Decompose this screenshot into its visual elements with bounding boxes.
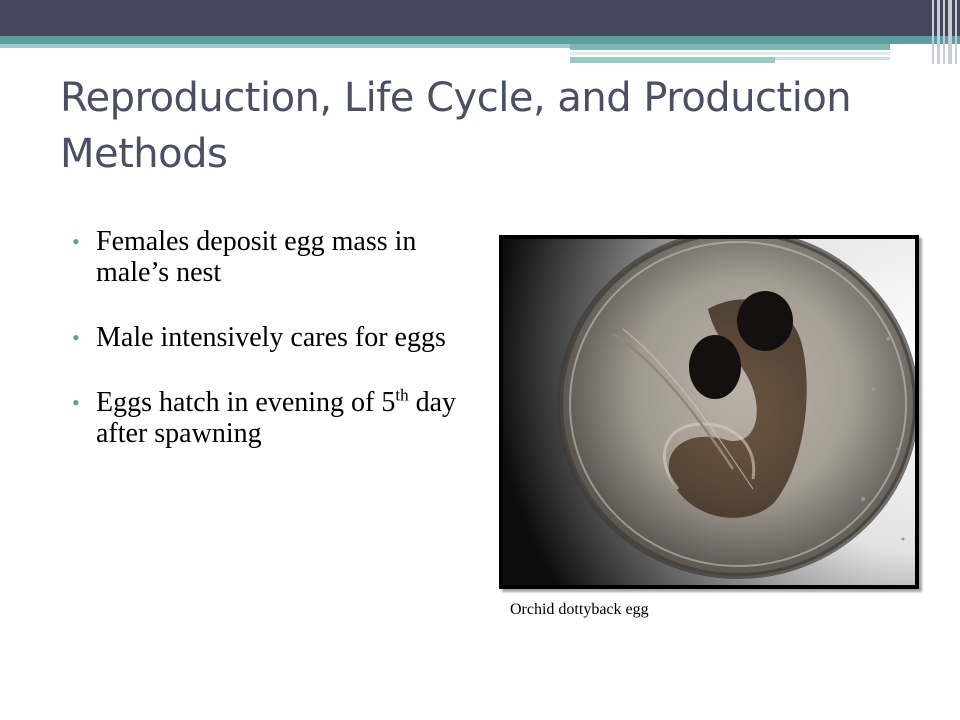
accent-stripe-lower (570, 57, 775, 63)
accent-stripe (0, 36, 960, 44)
bullet-superscript: th (395, 385, 409, 405)
bullet-text: Eggs hatch in evening of 5 (96, 387, 396, 418)
bullet-list (72, 226, 472, 483)
image-caption: Orchid dottyback egg (510, 601, 649, 618)
bullet-icon: • (72, 390, 80, 415)
bullet-icon: • (72, 325, 80, 350)
bullet-text-tail: day after spawning (96, 387, 457, 449)
slide-title: Reproduction, Life Cycle, and Production Methods (60, 75, 852, 177)
bullet-item (72, 387, 472, 449)
accent-stripe-thin (570, 52, 890, 55)
bullet-text: Females deposit egg mass in male’s nest (96, 226, 417, 288)
accent-stripe-lower-thin (775, 57, 890, 60)
bullet-icon: • (72, 229, 80, 254)
bullet-item (72, 226, 472, 288)
decorative-vertical-lines (928, 0, 960, 64)
egg-microscope-image (503, 239, 915, 585)
egg-photo (499, 235, 919, 589)
accent-stripe-right (570, 44, 890, 50)
header-bar (0, 0, 960, 36)
accent-stripe-light (0, 44, 570, 48)
bullet-item (72, 322, 472, 353)
bullet-text: Male intensively cares for eggs (96, 322, 446, 353)
